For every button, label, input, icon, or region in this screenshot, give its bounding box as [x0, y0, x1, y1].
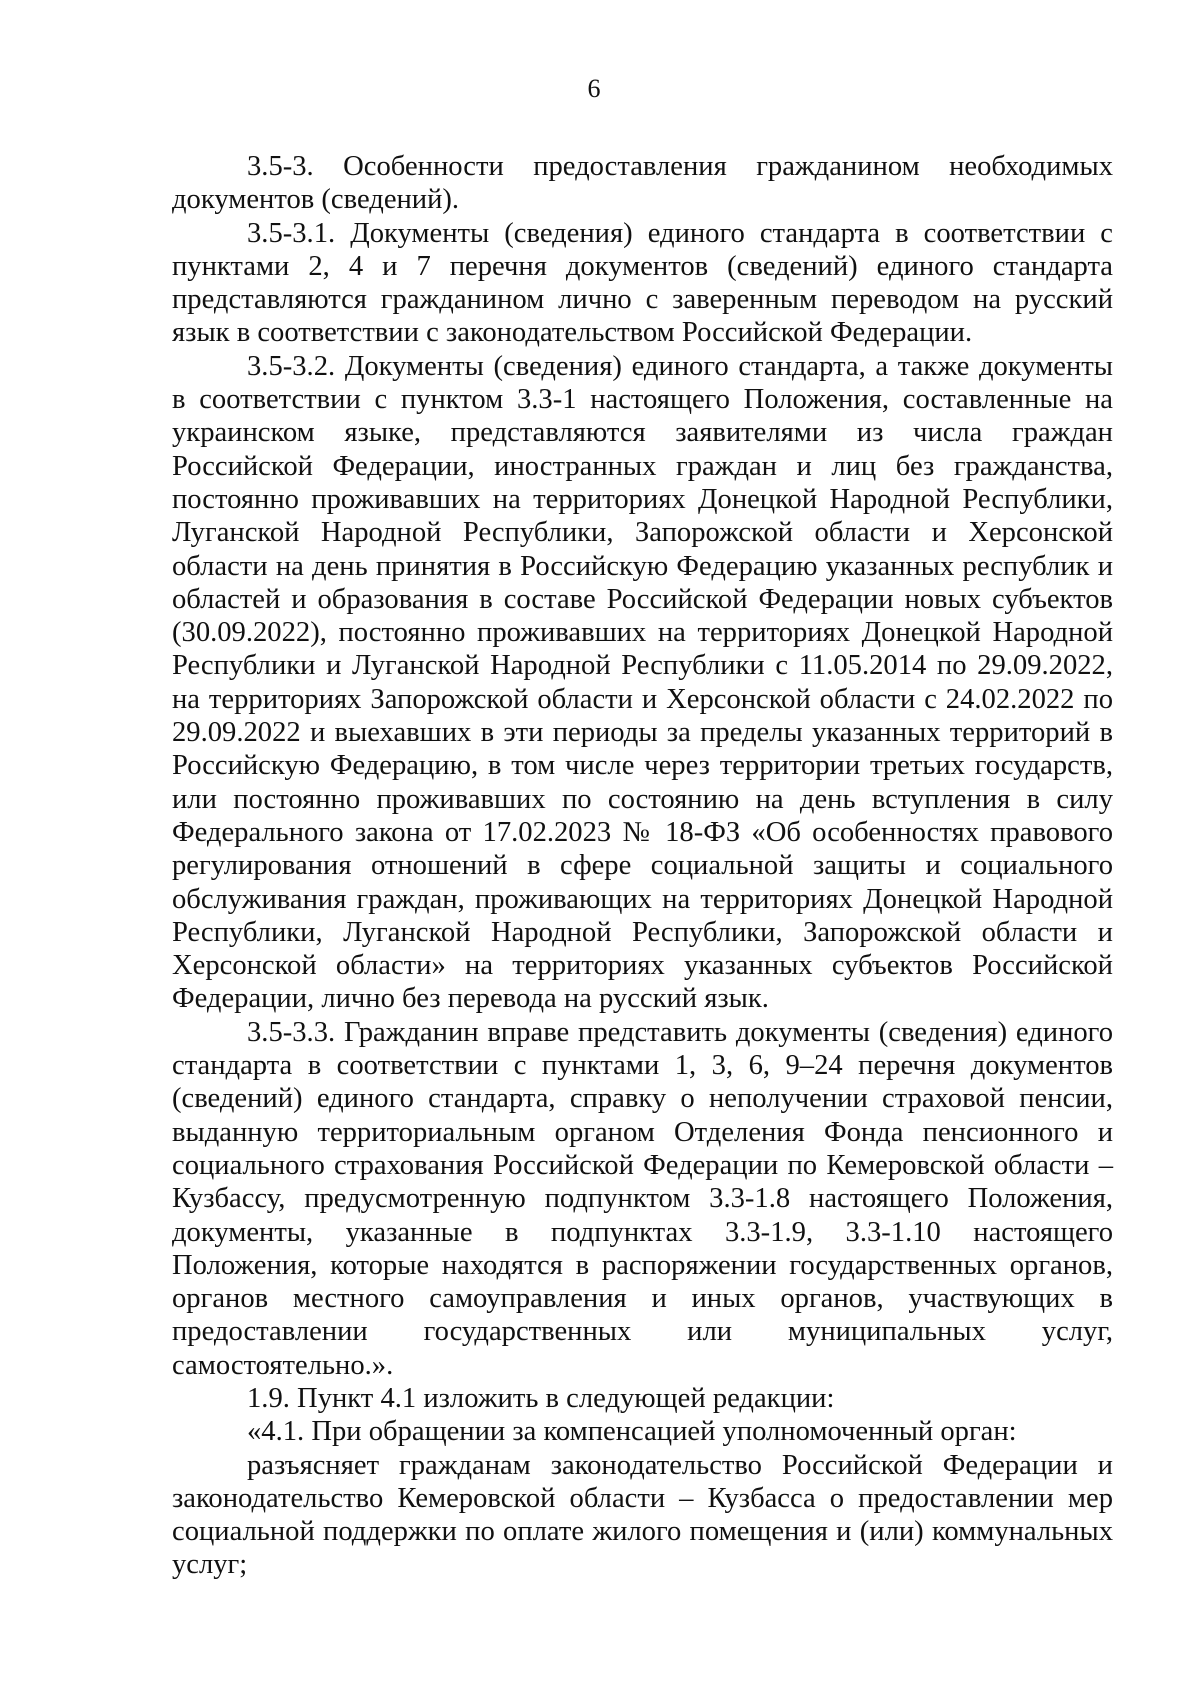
paragraph-3-5-3-1: 3.5-3.1. Документы (сведения) единого стандарта в соответствии с пунктами 2, 4 и 7 перечня документов (сведений) единого стандарта представляются гражданином лично с заверенным переводом на русский язык в соответствии с законодательством Российской Федерации.	[172, 217, 1113, 349]
page-number: 6	[587, 74, 601, 103]
paragraph-3-5-3-3: 3.5-3.3. Гражданин вправе представить документы (сведения) единого стандарта в соответствии с пунктами 1, 3, 6, 9–24 перечня документов (сведений) единого стандарта, справку о неполучении страховой пенсии, выданную территориальным органом Отделения Фонда пенсионного и социального страхования Российской Федерации по Кемеровской области – Кузбассу, предусмотренную подпунктом 3.3-1.8 настоящего Положения, документы, указанные в подпунктах 3.3-1.9, 3.3-1.10 настоящего Положения, которые находятся в распоряжении государственных органов, органов местного самоуправления и иных органов, участвующих в предоставлении государственных или муниципальных услуг, самостоятельно.».	[172, 1016, 1113, 1381]
paragraph-3-5-3-2: 3.5-3.2. Документы (сведения) единого стандарта, а также документы в соответствии с пунктом 3.3-1 настоящего Положения, составленные на украинском языке, представляются заявителями из числа граждан Российской Федерации, иностранных граждан и лиц без гражданства, постоянно проживавших на территориях Донецкой Народной Республики, Луганской Народной Республики, Запорожской области и Херсонской области на день принятия в Российскую Федерацию указанных республик и областей и образования в составе Российской Федерации новых субъектов (30.09.2022), постоянно проживавших на территориях Донецкой Народной Республики и Луганской Народной Республики с 11.05.2014 по 29.09.2022, на территориях Запорожской области и Херсонской области с 24.02.2022 по 29.09.2022 и выехавших в эти периоды за пределы указанных территорий в Российскую Федерацию, в том числе через территории третьих государств, или постоянно проживавших по состоянию на день вступления в силу Федерального закона от 17.02.2023 № 18-ФЗ «Об особенностях правового регулирования отношений в сфере социальной защиты и социального обслуживания граждан, проживающих на территориях Донецкой Народной Республики, Луганской Народной Республики, Запорожской области и Херсонской области» на территориях указанных субъектов Российской Федерации, лично без перевода на русский язык.	[172, 350, 1113, 1015]
document-body	[172, 150, 1113, 1582]
paragraph-4-1: «4.1. При обращении за компенсацией уполномоченный орган:	[247, 1416, 1017, 1448]
paragraph-1-9: 1.9. Пункт 4.1 изложить в следующей редакции:	[247, 1382, 835, 1414]
paragraph-3-5-3-heading: 3.5-3. Особенности предоставления гражданином необходимых документов (сведений).	[172, 151, 1113, 216]
paragraph-4-1-item: разъясняет гражданам законодательство Российской Федерации и законодательство Кемеровской области – Кузбасса о предоставлении мер социальной поддержки по оплате жилого помещения и (или) коммунальных услуг;	[172, 1449, 1113, 1581]
